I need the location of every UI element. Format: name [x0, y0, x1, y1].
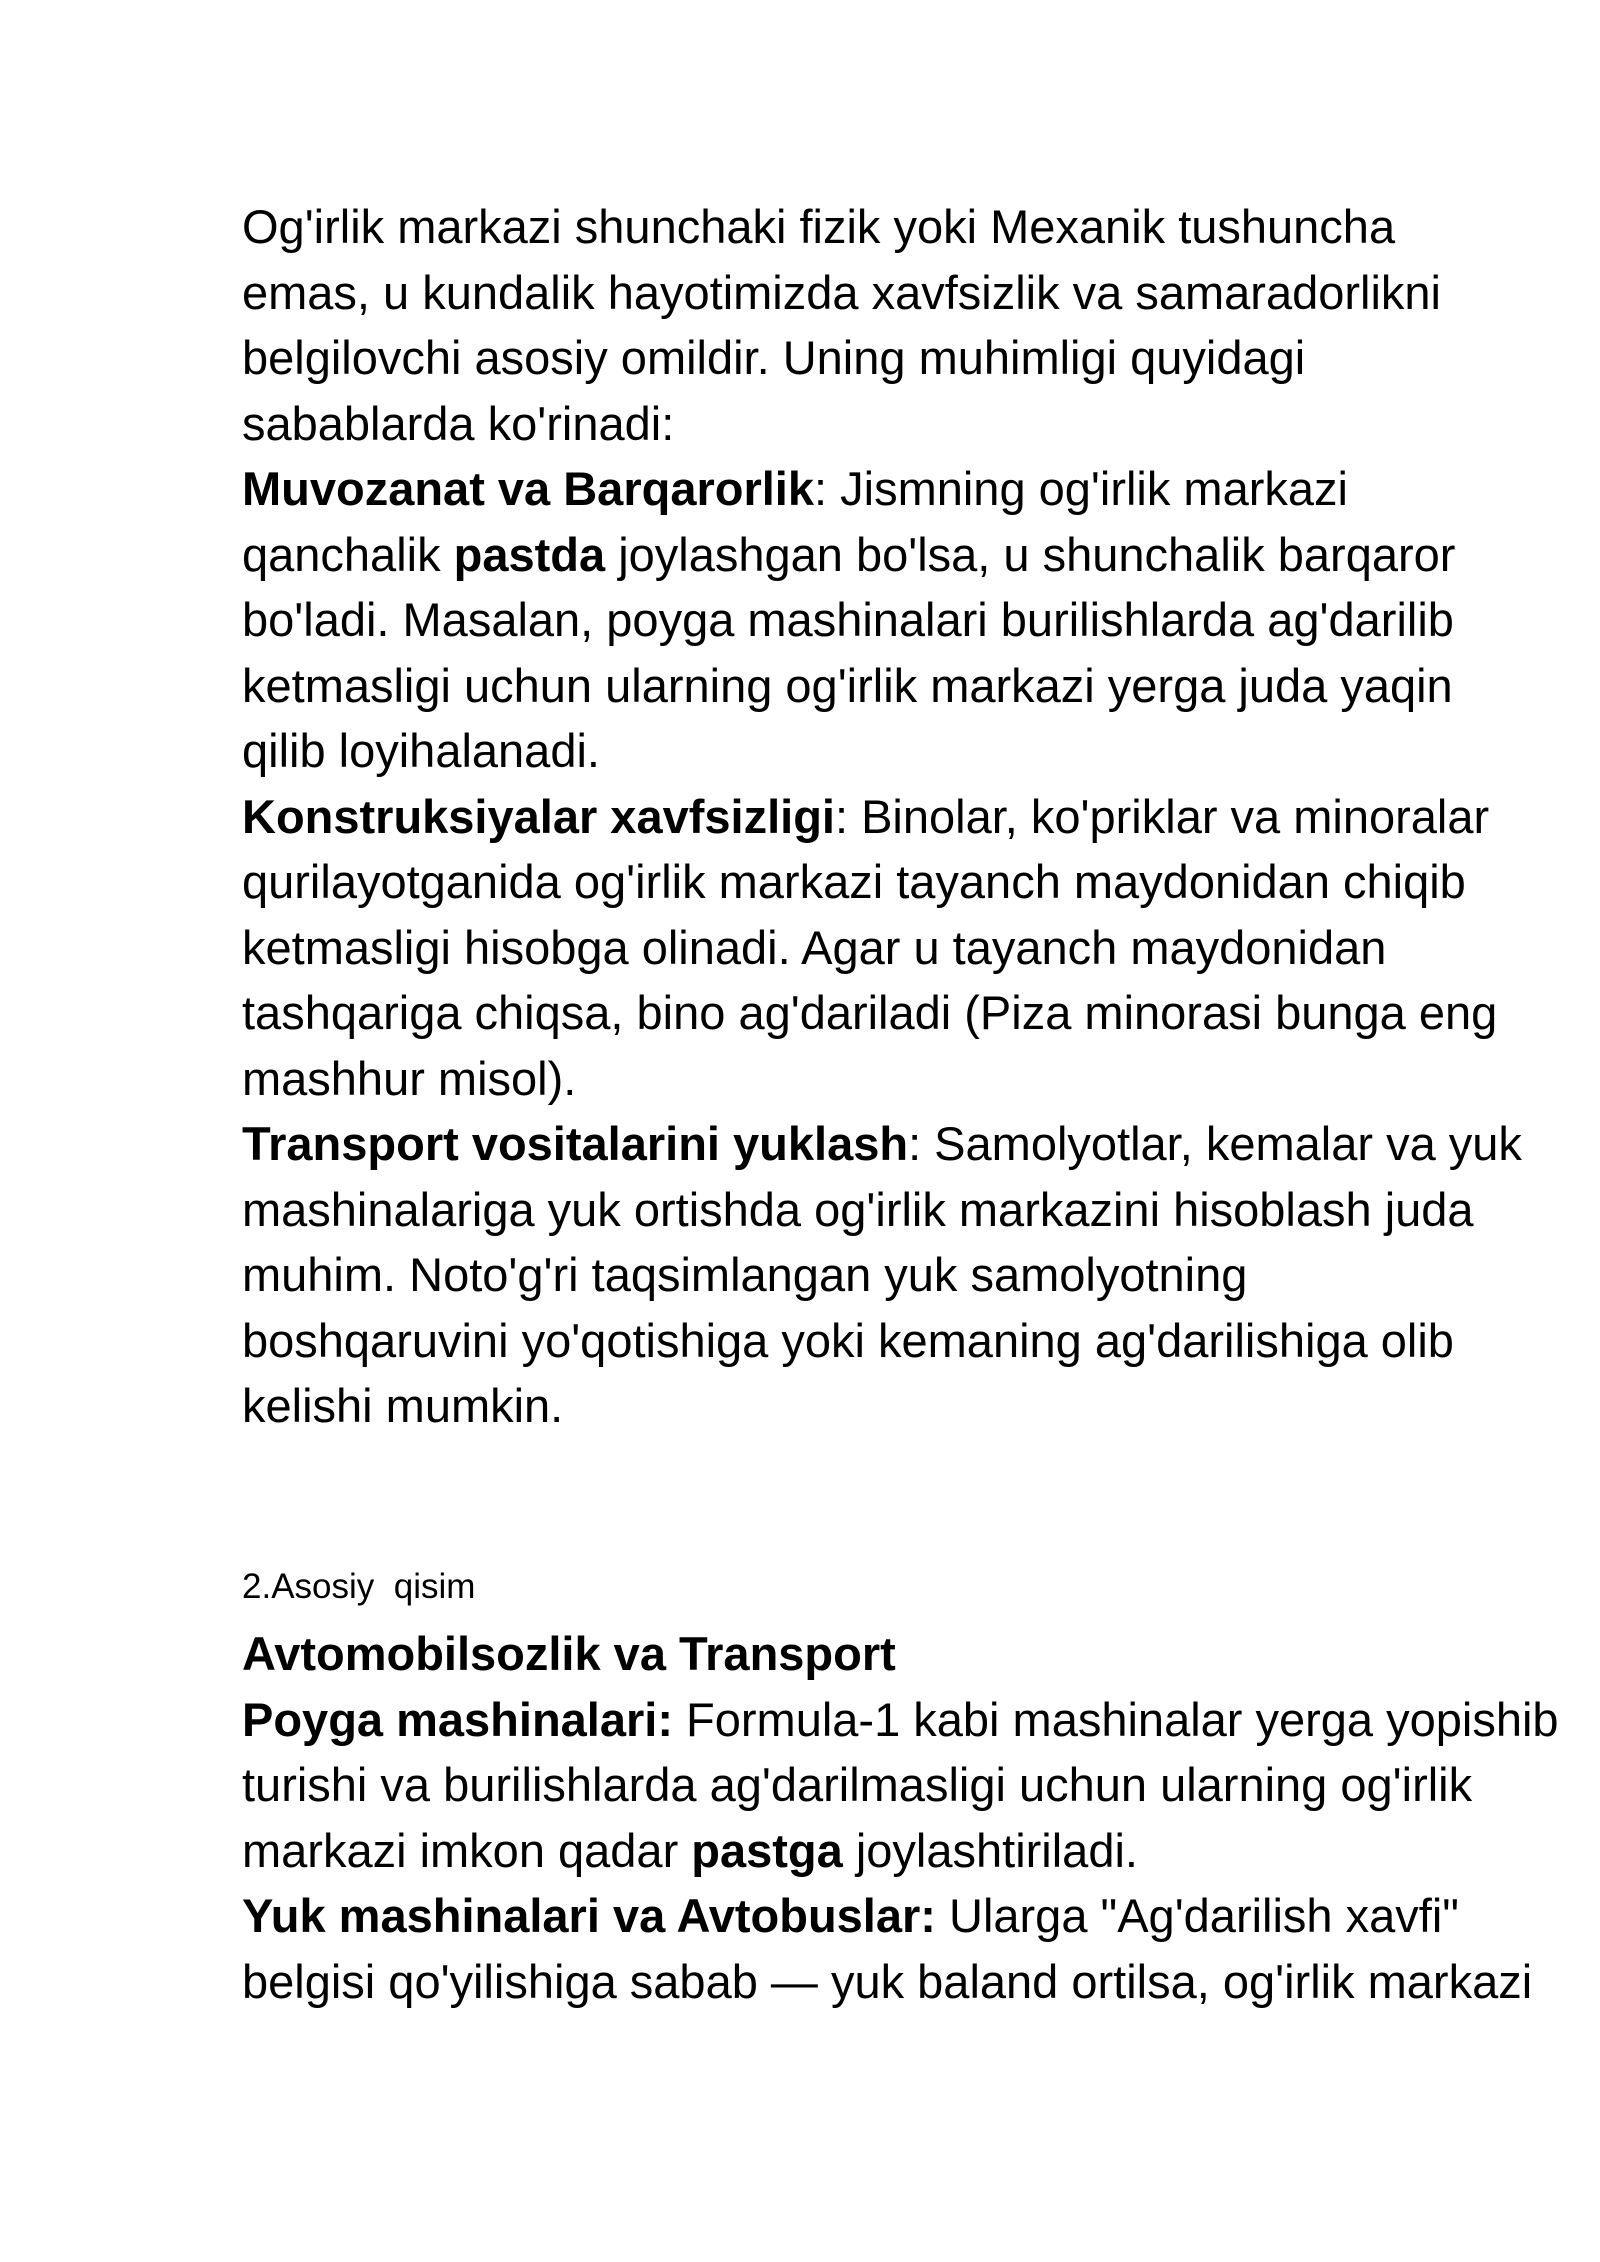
- transport-paragraph-line-5: kelishi mumkin.: [242, 1379, 564, 1432]
- construction-paragraph-line-3: ketmasligi hisobga olinadi. Agar u tayanch maydonidan: [242, 920, 1387, 974]
- transport-paragraph-line-3: muhim. Noto'g'ri taqsimlangan yuk samolyotning: [242, 1248, 1248, 1301]
- race-paragraph-line-1: [242, 1687, 1582, 1753]
- transport-paragraph-line-1: [242, 1111, 1582, 1177]
- balance-line-2-post: joylashgan bo'lsa, u shunchalik barqaror: [605, 527, 1456, 581]
- section-heading: Avtomobilsozlik va Transport: [242, 1627, 896, 1680]
- trucks-paragraph-line-1: [242, 1883, 1582, 1949]
- race-paragraph-line-3: [242, 1818, 1582, 1884]
- transport-term: Transport vositalarini yuklash: [242, 1117, 909, 1170]
- race-term: Poyga mashinalari:: [242, 1692, 673, 1746]
- race-paragraph-line-2: turishi va burilishlarda ag'darilmasligi uchun ularning og'irlik: [242, 1758, 1473, 1811]
- balance-paragraph-line-3: bo'ladi. Masalan, poyga mashinalari burilishlarda ag'darilib: [242, 593, 1454, 646]
- trucks-line-1-text: Ularga "Ag'darilish xavfi": [935, 1889, 1459, 1942]
- race-line-3-pre: markazi imkon qadar: [242, 1823, 692, 1877]
- construction-term: Konstruksiyalar xavfsizligi: [242, 789, 835, 843]
- balance-term: Muvozanat va Barqarorlik: [242, 462, 815, 515]
- race-line-1-text: Formula-1 kabi mashinalar yerga yopishib: [673, 1692, 1559, 1746]
- intro-line-1: Og'irlik markazi shunchaki fizik yoki Mexanik tushuncha: [242, 200, 1396, 253]
- balance-paragraph-line-1: [242, 456, 1582, 522]
- intro-section: [242, 194, 1582, 1439]
- transport-line-1-text: : Samolyotlar, kemalar va yuk: [908, 1117, 1522, 1170]
- balance-paragraph-line-2: [242, 522, 1582, 588]
- balance-paragraph-line-4: ketmasligi uchun ularning og'irlik markazi yerga juda yaqin: [242, 658, 1453, 712]
- transport-paragraph-line-4: boshqaruvini yo'qotishiga yoki kemaning ag'darilishiga olib: [242, 1313, 1454, 1367]
- construction-paragraph-line-4: tashqariga chiqsa, bino ag'dariladi (Piza minorasi bunga eng: [242, 986, 1498, 1039]
- transport-paragraph-line-2: mashinalariga yuk ortishda og'irlik markazini hisoblash juda: [242, 1182, 1474, 1236]
- race-line-3-post: joylashtiriladi.: [842, 1823, 1138, 1877]
- construction-paragraph-line-1: [242, 784, 1582, 850]
- trucks-paragraph-line-2: belgisi qo'yilishiga sabab — yuk baland ortilsa, og'irlik markazi: [242, 1954, 1533, 2008]
- main-section: [242, 1563, 1582, 2014]
- trucks-term: Yuk mashinalari va Avtobuslar:: [242, 1889, 936, 1942]
- balance-line-2-pre: qanchalik: [242, 527, 454, 581]
- balance-paragraph-line-5: qilib loyihalanadi.: [242, 724, 600, 777]
- intro-line-2: emas, u kundalik hayotimizda xavfsizlik va samaradorlikni: [242, 265, 1441, 319]
- construction-paragraph-line-5: mashhur misol).: [242, 1051, 577, 1105]
- section-number-label: 2.Asosiy qisim: [242, 1567, 476, 1606]
- race-emphasis: pastga: [691, 1823, 843, 1877]
- balance-emphasis: pastda: [453, 527, 606, 581]
- intro-line-3: belgilovchi asosiy omildir. Uning muhimligi quyidagi: [242, 331, 1306, 384]
- intro-line-4: sabablarda ko'rinadi:: [242, 396, 675, 450]
- balance-line-1-text: : Jismning og'irlik markazi: [814, 462, 1348, 515]
- construction-paragraph-line-2: qurilayotganida og'irlik markazi tayanch maydonidan chiqib: [242, 855, 1466, 908]
- construction-line-1-text: : Binolar, ko'priklar va minoralar: [834, 789, 1490, 843]
